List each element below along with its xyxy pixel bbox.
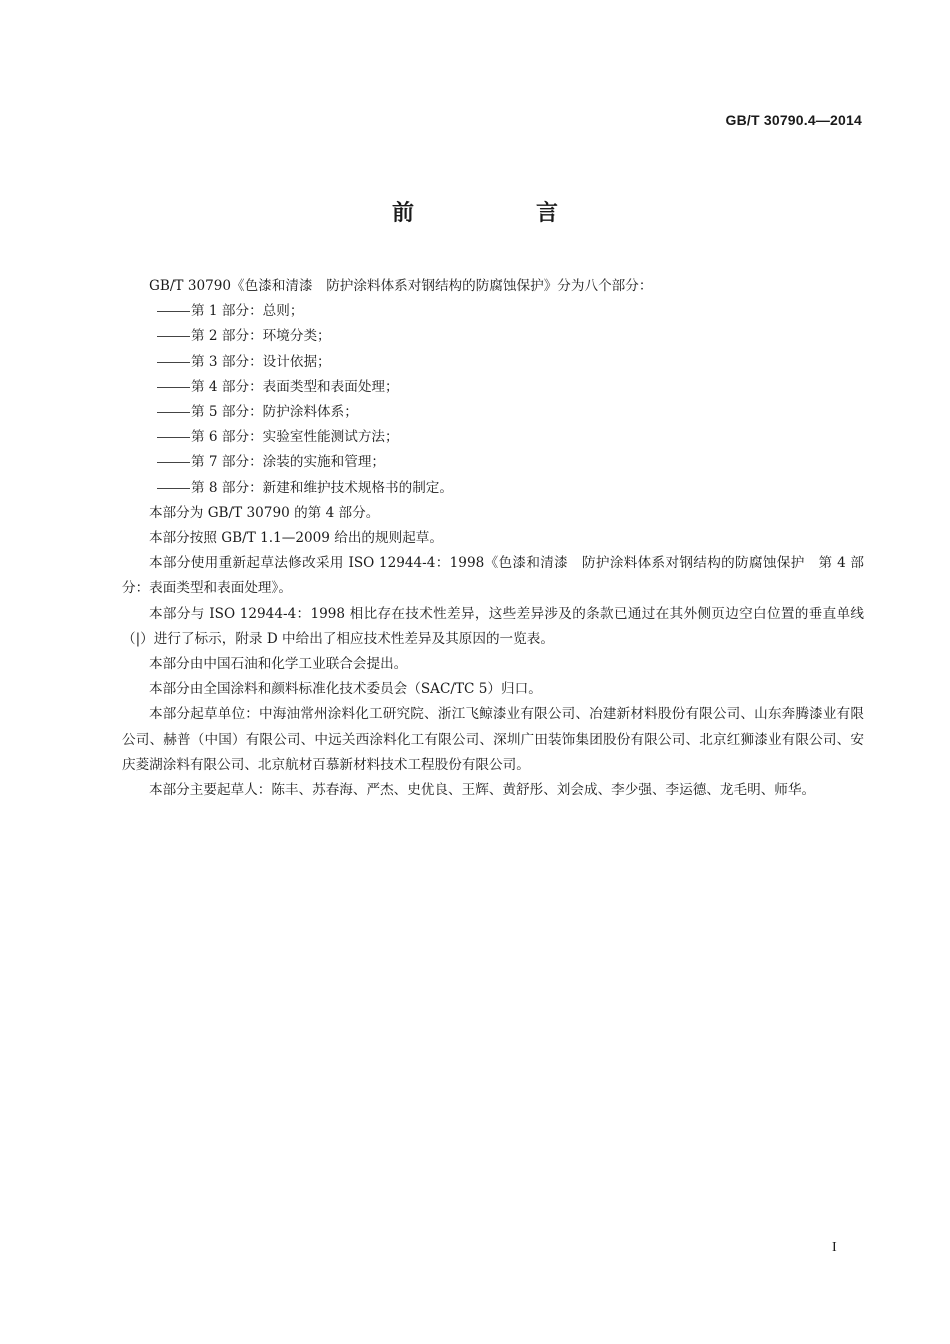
paragraph-drafters: 本部分主要起草人：陈丰、苏春海、严杰、史优良、王辉、黄舒彤、刘会成、李少强、李运德、龙毛明、师华。 (149, 782, 816, 799)
parts-list (122, 299, 864, 501)
list-item: 第 6 部分：实验室性能测试方法； (122, 425, 864, 450)
dash-icon (157, 488, 190, 489)
list-item: 第 3 部分：设计依据； (122, 350, 864, 375)
paragraph-centralized-by: 本部分由全国涂料和颜料标准化技术委员会（SAC/TC 5）归口。 (149, 681, 542, 698)
page-number: I (832, 1240, 837, 1255)
dash-icon (157, 387, 190, 388)
list-item: 第 4 部分：表面类型和表面处理； (122, 375, 864, 400)
dash-icon (157, 462, 190, 463)
dash-icon (157, 362, 190, 363)
paragraph-proposed-by: 本部分由中国石油和化学工业联合会提出。 (149, 656, 408, 673)
dash-icon (157, 336, 190, 337)
paragraph-technical-differences: 本部分与 ISO 12944-4：1998 相比存在技术性差异，这些差异涉及的条款已通过在其外侧页边空白位置的垂直单线（|）进行了标示，附录 D 中给出了相应技术性差异及其原因的一览表。 (122, 605, 864, 647)
dash-icon (157, 311, 190, 312)
list-item: 第 5 部分：防护涂料体系； (122, 400, 864, 425)
dash-icon (157, 412, 190, 413)
intro-paragraph: GB/T 30790《色漆和清漆 防护涂料体系对钢结构的防腐蚀保护》分为八个部分： (149, 278, 653, 294)
paragraph-drafting-units: 本部分起草单位：中海油常州涂料化工研究院、浙江飞鲸漆业有限公司、冶建新材料股份有限公司、山东奔腾漆业有限公司、赫普（中国）有限公司、中远关西涂料化工有限公司、深圳广田装饰集团股份有限公司、北京红狮漆业有限公司、安庆菱湖涂料有限公司、北京航材百慕新材料技术工程股份有限公司。 (122, 706, 864, 773)
paragraph-part-number: 本部分为 GB/T 30790 的第 4 部分。 (149, 504, 380, 521)
list-item: 第 8 部分：新建和维护技术规格书的制定。 (122, 476, 864, 501)
standard-code: GB/T 30790.4—2014 (725, 112, 862, 128)
list-item: 第 2 部分：环境分类； (122, 324, 864, 349)
paragraph-adoption: 本部分使用重新起草法修改采用 ISO 12944-4：1998《色漆和清漆 防护涂料体系对钢结构的防腐蚀保护 第 4 部分：表面类型和表面处理》。 (122, 555, 864, 597)
paragraph-drafting-rules: 本部分按照 GB/T 1.1—2009 给出的规则起草。 (149, 530, 443, 547)
list-item: 第 1 部分：总则； (122, 299, 864, 324)
dash-icon (157, 437, 190, 438)
foreword-body (122, 274, 864, 803)
page-title: 前 言 (391, 201, 608, 226)
list-item: 第 7 部分：涂装的实施和管理； (122, 450, 864, 475)
